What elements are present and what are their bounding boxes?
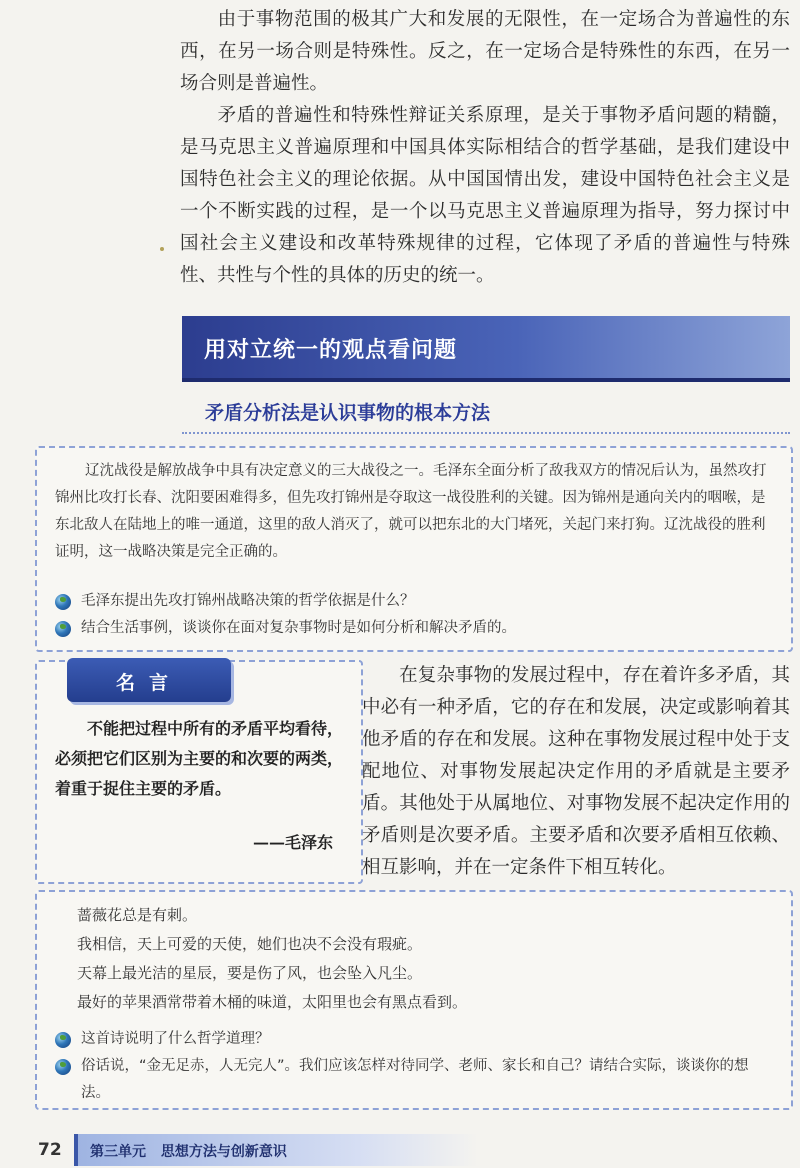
quote-label: 名言: [115, 672, 182, 694]
globe-icon: [55, 1032, 71, 1048]
poem-line: 蔷薇花总是有刺。: [77, 906, 198, 924]
globe-icon: [55, 1059, 71, 1075]
quote-label-tab: [67, 658, 231, 702]
famous-quote-box: [35, 660, 363, 884]
unit-banner: [74, 1134, 478, 1166]
section-header-underline: [182, 378, 790, 382]
section-title: 用对立统一的观点看问题: [204, 338, 458, 363]
case-study-text: 辽沈战役是解放战争中具有决定意义的三大战役之一。毛泽东全面分析了敌我双方的情况后认为，虽然攻打锦州比攻打长春、沈阳要困难得多，但先攻打锦州是夺取这一战役胜利的关键。因为锦州是通向关内的咽喉，是东北敌人在陆地上的唯一通道，这里的敌人消灭了，就可以把东北的大门堵死，关起门来打狗。辽沈战役的胜利证明，这一战略决策是完全正确的。: [55, 463, 767, 560]
poem-question-1: 这首诗说明了什么哲学道理？: [55, 1026, 777, 1053]
poem-line: 我相信，天上可爱的天使，她们也决不会没有瑕疵。: [77, 935, 423, 953]
poem-line: 天幕上最光洁的星辰，要是伤了风，也会坠入凡尘。: [77, 964, 423, 982]
page-number: 72: [38, 1140, 62, 1160]
quote-author: ——毛泽东: [252, 833, 333, 852]
case-question-2: 结合生活事例，谈谈你在面对复杂事物时是如何分析和解决矛盾的。: [55, 615, 777, 642]
unit-title: 第三单元 思想方法与创新意识: [90, 1144, 287, 1160]
margin-dot: [160, 247, 164, 251]
quote-text: 不能把过程中所有的矛盾平均看待，必须把它们区别为主要的和次要的两类，着重于捉住主要的矛盾。: [55, 719, 344, 798]
page-footer: [0, 1134, 800, 1168]
case-study-box: [35, 446, 793, 652]
main-contradiction-paragraph: 在复杂事物的发展过程中，存在着许多矛盾，其中必有一种矛盾，它的存在和发展，决定或影响着其他矛盾的存在和发展。这种在事物发展过程中处于支配地位、对事物发展起决定作用的矛盾就是主要矛盾。其他处于从属地位、对事物发展不起决定作用的矛盾则是次要矛盾。主要矛盾和次要矛盾相互依赖、相互影响，并在一定条件下相互转化。: [362, 665, 790, 878]
section-header: [182, 316, 790, 378]
principle-paragraph: 矛盾的普遍性和特殊性辩证关系原理，是关于事物矛盾问题的精髓，是马克思主义普遍原理和中国具体实际相结合的哲学基础，是我们建设中国特色社会主义的理论依据。从中国国情出发，建设中国特色社会主义是一个不断实践的过程，是一个以马克思主义普遍原理为指导，努力探讨中国社会主义建设和改革特殊规律的过程，它体现了矛盾的普遍性与特殊性、共性与个性的具体的历史的统一。: [180, 105, 790, 286]
case-question-1: 毛泽东提出先攻打锦州战略决策的哲学依据是什么？: [55, 588, 777, 615]
globe-icon: [55, 594, 71, 610]
globe-icon: [55, 621, 71, 637]
intro-paragraph: 由于事物范围的极其广大和发展的无限性，在一定场合为普遍性的东西，在另一场合则是特殊性。反之，在一定场合是特殊性的东西，在另一场合则是普遍性。: [180, 9, 790, 94]
poem-line: 最好的苹果酒常带着木桶的味道，太阳里也会有黑点看到。: [77, 993, 468, 1011]
subsection-title: 矛盾分析法是认识事物的根本方法: [205, 402, 491, 424]
poem-question-2: 俗话说，“金无足赤，人无完人”。我们应该怎样对待同学、老师、家长和自己？请结合实际，谈谈你的想法。: [55, 1053, 777, 1107]
poem-box: [35, 890, 793, 1110]
dotted-divider: [182, 432, 790, 434]
